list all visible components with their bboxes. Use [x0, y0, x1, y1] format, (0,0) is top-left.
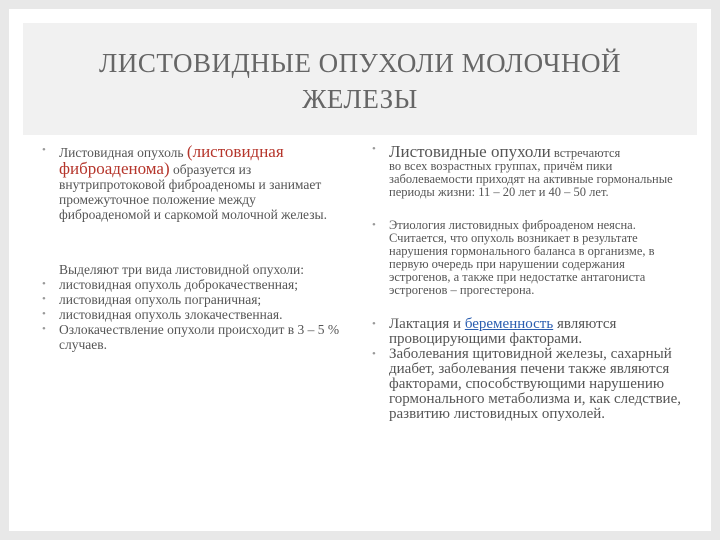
type-benign: листовидная опухоль доброкачественная; — [59, 277, 298, 292]
definition-rest: образуется из внутрипротоковой фиброаденомы и занимает промежуточное положение между фиброаденомой и саркомой молочной железы. — [59, 162, 327, 222]
bullet-icon: • — [372, 348, 376, 360]
type-borderline: листовидная опухоль пограничная; — [59, 292, 262, 307]
right-paragraph-incidence — [372, 143, 682, 199]
definition-prefix: Листовидная опухоль — [59, 145, 187, 160]
left-paragraph-definition — [42, 143, 342, 222]
bullet-icon: • — [372, 219, 376, 231]
right-paragraph-thyroid — [372, 347, 682, 422]
title-line-2: ЖЕЛЕЗЫ — [302, 84, 418, 114]
type-malignant: листовидная опухоль злокачественная. — [59, 307, 283, 322]
pregnancy-link[interactable]: беременность — [464, 316, 554, 332]
left-column — [42, 143, 342, 352]
list-item — [42, 292, 342, 307]
right-column — [372, 143, 682, 422]
incidence-rest: во всех возрастных группах, причём пики заболеваемости приходят на активные гормональные периоды жизни: 11 – 20 лет и 40 – 50 лет. — [389, 159, 673, 199]
lactation-rest: являются провоцирующими факторами. — [389, 316, 617, 347]
list-item — [42, 307, 342, 322]
title-line-1: ЛИСТОВИДНЫЕ ОПУХОЛИ МОЛОЧНОЙ — [99, 48, 621, 78]
list-item — [42, 277, 342, 292]
bullet-icon: • — [372, 318, 376, 330]
list-item — [42, 322, 342, 352]
bullet-icon: • — [42, 144, 46, 156]
etiology-text: Этиология листовидных фиброаденом неясна. Считается, что опухоль возникает в результате нарушения гормонального баланса в организме, в первую очередь при нарушении содержания эстрогенов, а также при недостатке антагониста эстрогенов – прогестерона. — [389, 218, 655, 297]
left-paragraph-types-intro — [42, 262, 342, 277]
bullet-icon: • — [42, 278, 46, 290]
incidence-heading: Листовидные опухоли — [389, 142, 551, 161]
incidence-small: встречаются — [550, 146, 621, 160]
right-paragraph-etiology — [372, 219, 682, 297]
malignancy-rate: Озлокачествление опухоли происходит в 3 – 5 % случаев. — [59, 322, 340, 352]
bullet-icon: • — [42, 323, 46, 335]
definition-highlight: (листовидная фиброаденома) — [59, 142, 284, 178]
title-band — [23, 23, 697, 135]
thyroid-text: Заболевания щитовидной железы, сахарный диабет, заболевания печени также являются факторами, способствующими нарушению гормонального метаболизма и, как следствие, развитию листовидных опухолей. — [389, 346, 681, 422]
right-paragraph-lactation — [372, 317, 682, 347]
bullet-icon: • — [42, 293, 46, 305]
bullet-icon: • — [42, 308, 46, 320]
bullet-icon: • — [372, 143, 376, 155]
lactation-prefix: Лактация и — [389, 316, 465, 332]
slide-title — [23, 45, 697, 117]
types-intro-text: Выделяют три вида листовидной опухоли: — [59, 262, 305, 277]
